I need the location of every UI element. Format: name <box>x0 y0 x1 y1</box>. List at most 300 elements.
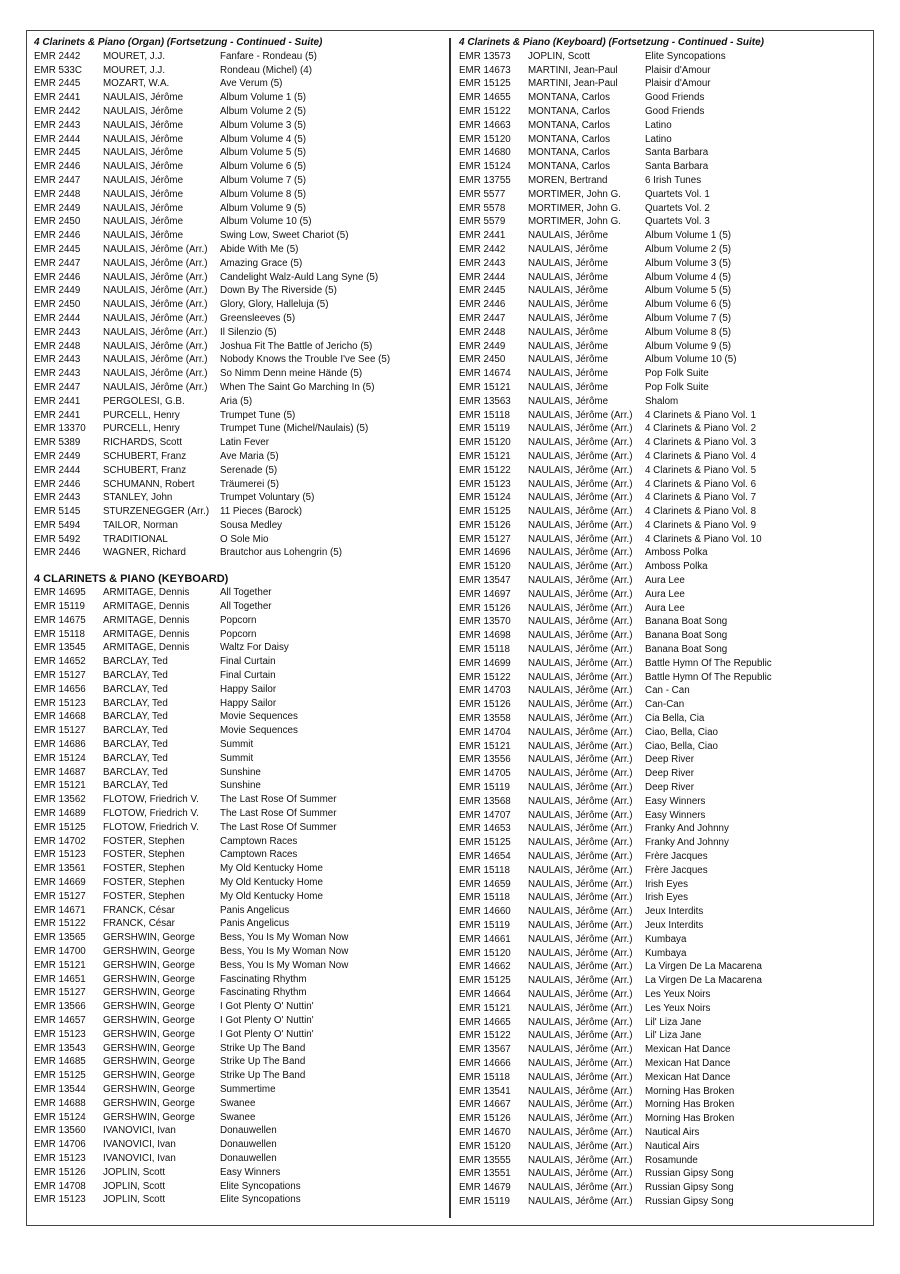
catalog-entry <box>459 1112 869 1126</box>
catalog-number: EMR 14669 <box>34 877 86 889</box>
catalog-number: EMR 15123 <box>459 478 511 490</box>
catalog-number: EMR 14667 <box>459 1099 511 1111</box>
composer-name: WAGNER, Richard <box>103 547 186 559</box>
composer-name: BARCLAY, Ted <box>103 683 168 695</box>
catalog-number: EMR 14687 <box>34 766 86 778</box>
catalog-number: EMR 15123 <box>34 697 86 709</box>
catalog-entry <box>34 1055 444 1069</box>
catalog-entry <box>459 753 869 767</box>
work-title: All Together <box>220 587 272 599</box>
catalog-entry <box>459 671 869 685</box>
catalog-number: EMR 15127 <box>34 987 86 999</box>
composer-name: NAULAIS, Jérôme (Arr.) <box>528 409 633 421</box>
work-title: Franky And Johnny <box>645 823 729 835</box>
catalog-entry <box>34 807 444 821</box>
catalog-number: EMR 2446 <box>34 547 81 559</box>
composer-name: NAULAIS, Jérôme <box>528 230 609 242</box>
catalog-entry <box>459 822 869 836</box>
catalog-number: EMR 15122 <box>459 464 511 476</box>
composer-name: NAULAIS, Jérôme (Arr.) <box>528 892 633 904</box>
composer-name: FLOTOW, Friedrich V. <box>103 794 199 806</box>
catalog-number: EMR 2447 <box>34 174 81 186</box>
catalog-entry <box>34 188 444 202</box>
composer-name: NAULAIS, Jérôme (Arr.) <box>528 1057 633 1069</box>
composer-name: NAULAIS, Jérôme (Arr.) <box>528 1085 633 1097</box>
work-title: Il Silenzio (5) <box>220 326 277 338</box>
work-title: Waltz For Daisy <box>220 642 289 654</box>
work-title: Trumpet Voluntary (5) <box>220 492 315 504</box>
composer-name: TAILOR, Norman <box>103 519 178 531</box>
work-title: Album Volume 10 (5) <box>220 216 312 228</box>
catalog-entry <box>34 215 444 229</box>
composer-name: TRADITIONAL <box>103 533 168 545</box>
catalog-number: EMR 5494 <box>34 519 81 531</box>
catalog-entry <box>459 284 869 298</box>
catalog-entry <box>34 1193 444 1207</box>
catalog-number: EMR 15119 <box>459 920 511 931</box>
composer-name: ARMITAGE, Dennis <box>103 601 190 613</box>
catalog-number: EMR 15124 <box>34 752 86 764</box>
work-title: Donauwellen <box>220 1125 277 1137</box>
composer-name: NAULAIS, Jérôme (Arr.) <box>528 795 633 807</box>
work-title: The Last Rose Of Summer <box>220 794 337 806</box>
composer-name: GERSHWIN, George <box>103 973 196 985</box>
list-organ-continued <box>34 50 444 560</box>
catalog-number: EMR 15118 <box>459 409 511 421</box>
catalog-number: EMR 15125 <box>459 78 511 90</box>
catalog-entry <box>34 1138 444 1152</box>
work-title: Ciao, Bella, Ciao <box>645 740 718 752</box>
catalog-entry <box>34 835 444 849</box>
composer-name: MONTANA, Carlos <box>528 161 611 173</box>
work-title: Album Volume 8 (5) <box>645 326 732 338</box>
composer-name: NAULAIS, Jérôme <box>103 161 184 173</box>
composer-name: MONTANA, Carlos <box>528 133 611 145</box>
catalog-entry <box>34 600 444 614</box>
catalog-entry <box>459 988 869 1002</box>
catalog-entry <box>459 450 869 464</box>
catalog-entry <box>34 724 444 738</box>
catalog-entry <box>34 655 444 669</box>
work-title: Panis Angelicus <box>220 918 290 930</box>
catalog-number: EMR 5145 <box>34 506 81 518</box>
work-title: Fanfare - Rondeau (5) <box>220 50 317 62</box>
work-title: 11 Pieces (Barock) <box>220 506 303 518</box>
catalog-number: EMR 2444 <box>34 133 81 145</box>
catalog-entry <box>459 767 869 781</box>
catalog-number: EMR 14698 <box>459 630 511 642</box>
composer-name: FOSTER, Stephen <box>103 890 185 902</box>
composer-name: NAULAIS, Jérôme (Arr.) <box>103 271 208 283</box>
catalog-number: EMR 533C <box>34 64 82 76</box>
catalog-number: EMR 2448 <box>34 188 81 200</box>
composer-name: GERSHWIN, George <box>103 1056 196 1068</box>
catalog-entry <box>34 519 444 533</box>
work-title: 4 Clarinets & Piano Vol. 3 <box>645 437 757 449</box>
catalog-entry <box>34 422 444 436</box>
catalog-number: EMR 15125 <box>459 975 511 987</box>
composer-name: NAULAIS, Jérôme (Arr.) <box>528 657 633 669</box>
catalog-number: EMR 14657 <box>34 1014 86 1026</box>
work-title: Summit <box>220 752 254 764</box>
catalog-number: EMR 14660 <box>459 906 511 918</box>
catalog-number: EMR 15122 <box>459 105 511 117</box>
catalog-entry <box>34 710 444 724</box>
catalog-number: EMR 14679 <box>459 1182 511 1194</box>
catalog-number: EMR 2443 <box>459 257 506 269</box>
catalog-entry <box>459 1181 869 1195</box>
catalog-entry <box>459 1195 869 1209</box>
catalog-number: EMR 14696 <box>459 547 511 559</box>
work-title: O Sole Mio <box>220 533 269 545</box>
composer-name: NAULAIS, Jérôme (Arr.) <box>528 920 633 931</box>
catalog-entry <box>459 105 869 119</box>
catalog-entry <box>34 353 444 367</box>
catalog-number: EMR 13565 <box>34 932 86 944</box>
composer-name: NAULAIS, Jérôme (Arr.) <box>528 547 633 559</box>
catalog-number: EMR 2450 <box>459 354 506 366</box>
catalog-number: EMR 15118 <box>459 864 511 876</box>
composer-name: NAULAIS, Jérôme (Arr.) <box>528 768 633 780</box>
work-title: Les Yeux Noirs <box>645 988 711 1000</box>
catalog-entry <box>34 586 444 600</box>
composer-name: NAULAIS, Jérôme (Arr.) <box>528 616 633 628</box>
work-title: Album Volume 9 (5) <box>645 340 732 352</box>
catalog-number: EMR 2447 <box>34 257 81 269</box>
catalog-number: EMR 2442 <box>34 50 81 62</box>
catalog-entry <box>459 409 869 423</box>
work-title: 4 Clarinets & Piano Vol. 7 <box>645 492 757 504</box>
right-column <box>459 36 869 1209</box>
work-title: Rondeau (Michel) (4) <box>220 64 313 76</box>
composer-name: NAULAIS, Jérôme <box>103 119 184 131</box>
catalog-number: EMR 15126 <box>459 519 511 531</box>
composer-name: FRANCK, César <box>103 918 175 930</box>
catalog-entry <box>459 850 869 864</box>
catalog-entry <box>34 367 444 381</box>
work-title: Battle Hymn Of The Republic <box>645 657 772 669</box>
work-title: Can-Can <box>645 699 685 711</box>
catalog-number: EMR 15121 <box>34 780 86 792</box>
catalog-entry <box>34 174 444 188</box>
catalog-number: EMR 13568 <box>459 795 511 807</box>
composer-name: NAULAIS, Jérôme <box>103 174 184 186</box>
catalog-number: EMR 14659 <box>459 878 511 890</box>
work-title: Album Volume 6 (5) <box>645 299 732 311</box>
composer-name: NAULAIS, Jérôme <box>528 299 609 311</box>
composer-name: BARCLAY, Ted <box>103 752 168 764</box>
work-title: 6 Irish Tunes <box>645 174 702 186</box>
work-title: Jeux Interdits <box>645 920 704 931</box>
catalog-number: EMR 15120 <box>459 437 511 449</box>
catalog-number: EMR 2441 <box>34 409 81 421</box>
work-title: Album Volume 1 (5) <box>645 230 732 242</box>
catalog-number: EMR 14654 <box>459 851 511 863</box>
composer-name: NAULAIS, Jérôme (Arr.) <box>528 492 633 504</box>
work-title: 4 Clarinets & Piano Vol. 1 <box>645 409 757 421</box>
composer-name: FRANCK, César <box>103 904 175 916</box>
composer-name: BARCLAY, Ted <box>103 656 168 668</box>
composer-name: JOPLIN, Scott <box>103 1180 166 1192</box>
catalog-entry <box>459 1071 869 1085</box>
catalog-entry <box>34 904 444 918</box>
composer-name: NAULAIS, Jérôme <box>103 147 184 159</box>
work-title: Album Volume 3 (5) <box>645 257 732 269</box>
work-title: La Virgen De La Macarena <box>645 961 762 973</box>
composer-name: NAULAIS, Jérôme (Arr.) <box>528 837 633 849</box>
catalog-entry <box>34 848 444 862</box>
catalog-entry <box>459 202 869 216</box>
catalog-number: EMR 15118 <box>34 628 86 640</box>
work-title: Elite Syncopations <box>645 50 726 62</box>
catalog-number: EMR 15127 <box>34 670 86 682</box>
work-title: Summertime <box>220 1083 276 1095</box>
catalog-number: EMR 13562 <box>34 794 86 806</box>
catalog-number: EMR 2450 <box>34 299 81 311</box>
catalog-entry <box>459 947 869 961</box>
catalog-entry <box>459 188 869 202</box>
work-title: Album Volume 7 (5) <box>645 312 732 324</box>
work-title: Pop Folk Suite <box>645 368 709 380</box>
composer-name: GERSHWIN, George <box>103 1042 196 1054</box>
catalog-entry <box>34 1111 444 1125</box>
composer-name: NAULAIS, Jérôme <box>528 368 609 380</box>
composer-name: NAULAIS, Jérôme (Arr.) <box>528 1071 633 1083</box>
catalog-number: EMR 13563 <box>459 395 511 407</box>
composer-name: NAULAIS, Jérôme (Arr.) <box>528 699 633 711</box>
composer-name: GERSHWIN, George <box>103 1001 196 1013</box>
catalog-number: EMR 14665 <box>459 1016 511 1028</box>
catalog-entry <box>34 133 444 147</box>
catalog-entry <box>34 766 444 780</box>
work-title: Down By The Riverside (5) <box>220 285 337 297</box>
catalog-number: EMR 2449 <box>459 340 506 352</box>
catalog-entry <box>34 1069 444 1083</box>
work-title: Russian Gipsy Song <box>645 1182 734 1194</box>
composer-name: NAULAIS, Jérôme (Arr.) <box>103 381 208 393</box>
catalog-number: EMR 15125 <box>459 837 511 849</box>
composer-name: MORTIMER, John G. <box>528 216 621 228</box>
composer-name: NAULAIS, Jérôme (Arr.) <box>528 1195 633 1207</box>
catalog-entry <box>459 312 869 326</box>
composer-name: NAULAIS, Jérôme (Arr.) <box>528 437 633 449</box>
composer-name: MORTIMER, John G. <box>528 188 621 200</box>
catalog-entry <box>34 243 444 257</box>
catalog-entry <box>459 974 869 988</box>
catalog-number: EMR 14670 <box>459 1126 511 1138</box>
catalog-entry <box>459 229 869 243</box>
catalog-number: EMR 2446 <box>34 478 81 490</box>
composer-name: NAULAIS, Jérôme <box>528 381 609 393</box>
catalog-entry <box>34 821 444 835</box>
catalog-number: EMR 13545 <box>34 642 86 654</box>
catalog-number: EMR 14699 <box>459 657 511 669</box>
work-title: Aura Lee <box>645 588 685 600</box>
catalog-entry <box>459 919 869 933</box>
catalog-number: EMR 15123 <box>34 1194 86 1206</box>
composer-name: NAULAIS, Jérôme (Arr.) <box>103 299 208 311</box>
composer-name: NAULAIS, Jérôme (Arr.) <box>528 754 633 766</box>
work-title: Morning Has Broken <box>645 1113 735 1125</box>
catalog-entry <box>34 973 444 987</box>
composer-name: NAULAIS, Jérôme (Arr.) <box>528 906 633 918</box>
catalog-number: EMR 14695 <box>34 587 86 599</box>
catalog-entry <box>459 491 869 505</box>
work-title: Easy Winners <box>645 809 706 821</box>
catalog-number: EMR 2449 <box>34 202 81 214</box>
catalog-entry <box>34 491 444 505</box>
work-title: Camptown Races <box>220 849 298 861</box>
composer-name: NAULAIS, Jérôme <box>103 188 184 200</box>
composer-name: NAULAIS, Jérôme (Arr.) <box>528 1126 633 1138</box>
composer-name: NAULAIS, Jérôme (Arr.) <box>528 1030 633 1042</box>
composer-name: MOREN, Bertrand <box>528 174 608 186</box>
catalog-entry <box>459 905 869 919</box>
catalog-number: EMR 14671 <box>34 904 86 916</box>
catalog-entry <box>34 628 444 642</box>
catalog-number: EMR 15118 <box>459 892 511 904</box>
catalog-entry <box>34 271 444 285</box>
composer-name: NAULAIS, Jérôme <box>528 271 609 283</box>
catalog-entry <box>34 1000 444 1014</box>
work-title: My Old Kentucky Home <box>220 863 323 875</box>
catalog-number: EMR 13543 <box>34 1042 86 1054</box>
catalog-number: EMR 13558 <box>459 713 511 725</box>
catalog-entry <box>459 1140 869 1154</box>
catalog-number: EMR 15126 <box>459 699 511 711</box>
work-title: Elite Syncopations <box>220 1180 301 1192</box>
composer-name: PURCELL, Henry <box>103 423 180 435</box>
work-title: Deep River <box>645 782 695 794</box>
composer-name: NAULAIS, Jérôme <box>103 216 184 228</box>
catalog-number: EMR 2441 <box>459 230 506 242</box>
work-title: Pop Folk Suite <box>645 381 709 393</box>
composer-name: JOPLIN, Scott <box>528 50 591 62</box>
composer-name: NAULAIS, Jérôme (Arr.) <box>528 809 633 821</box>
work-title: Plaisir d'Amour <box>645 78 711 90</box>
work-title: 4 Clarinets & Piano Vol. 2 <box>645 423 757 435</box>
work-title: Summit <box>220 739 254 751</box>
work-title: Kumbaya <box>645 933 687 945</box>
catalog-entry <box>459 864 869 878</box>
work-title: Mexican Hat Dance <box>645 1044 731 1056</box>
catalog-number: EMR 14688 <box>34 1097 86 1109</box>
catalog-entry <box>34 478 444 492</box>
composer-name: SCHUMANN, Robert <box>103 478 195 490</box>
catalog-entry <box>459 257 869 271</box>
work-title: Ave Maria (5) <box>220 450 279 462</box>
composer-name: NAULAIS, Jérôme (Arr.) <box>528 602 633 614</box>
composer-name: NAULAIS, Jérôme (Arr.) <box>528 947 633 959</box>
catalog-number: EMR 2446 <box>34 161 81 173</box>
catalog-entry <box>459 1016 869 1030</box>
work-title: Les Yeux Noirs <box>645 1002 711 1014</box>
catalog-number: EMR 2449 <box>34 285 81 297</box>
composer-name: GERSHWIN, George <box>103 959 196 971</box>
work-title: Sunshine <box>220 780 261 792</box>
work-title: Nobody Knows the Trouble I've See (5) <box>220 354 391 366</box>
catalog-number: EMR 2450 <box>34 216 81 228</box>
left-column <box>34 36 444 1207</box>
composer-name: GERSHWIN, George <box>103 1070 196 1082</box>
catalog-entry <box>459 560 869 574</box>
catalog-number: EMR 2444 <box>34 464 81 476</box>
work-title: Cia Bella, Cia <box>645 713 705 725</box>
work-title: Frère Jacques <box>645 851 708 863</box>
catalog-number: EMR 2443 <box>34 354 81 366</box>
catalog-entry <box>459 1126 869 1140</box>
composer-name: NAULAIS, Jérôme (Arr.) <box>103 257 208 269</box>
composer-name: NAULAIS, Jérôme (Arr.) <box>528 1099 633 1111</box>
composer-name: NAULAIS, Jérôme <box>528 354 609 366</box>
catalog-entry <box>459 533 869 547</box>
catalog-number: EMR 2447 <box>34 381 81 393</box>
catalog-entry <box>459 698 869 712</box>
composer-name: NAULAIS, Jérôme (Arr.) <box>103 312 208 324</box>
catalog-number: EMR 2448 <box>459 326 506 338</box>
list-keyboard <box>34 586 444 1207</box>
composer-name: NAULAIS, Jérôme (Arr.) <box>528 933 633 945</box>
catalog-entry <box>459 657 869 671</box>
catalog-entry <box>34 395 444 409</box>
catalog-number: EMR 15119 <box>459 423 511 435</box>
catalog-entry <box>459 1043 869 1057</box>
section-title-organ-continued: 4 Clarinets & Piano (Organ) (Fortsetzung - Continued - Suite) <box>34 37 323 48</box>
catalog-number: EMR 5579 <box>459 216 506 228</box>
catalog-entry <box>34 1180 444 1194</box>
work-title: Album Volume 8 (5) <box>220 188 307 200</box>
work-title: Shalom <box>645 395 679 407</box>
catalog-number: EMR 14707 <box>459 809 511 821</box>
catalog-entry <box>459 77 869 91</box>
work-title: Jeux Interdits <box>645 906 704 918</box>
catalog-entry <box>459 546 869 560</box>
catalog-number: EMR 15119 <box>459 1195 511 1207</box>
catalog-number: EMR 14689 <box>34 808 86 820</box>
catalog-number: EMR 15120 <box>459 947 511 959</box>
section-title-keyboard: 4 CLARINETS & PIANO (KEYBOARD) <box>34 573 229 586</box>
catalog-number: EMR 13370 <box>34 423 86 435</box>
work-title: The Last Rose Of Summer <box>220 821 337 833</box>
composer-name: MOURET, J.J. <box>103 50 166 62</box>
composer-name: ARMITAGE, Dennis <box>103 587 190 599</box>
composer-name: FOSTER, Stephen <box>103 835 185 847</box>
catalog-number: EMR 2441 <box>34 92 81 104</box>
composer-name: ARMITAGE, Dennis <box>103 642 190 654</box>
catalog-number: EMR 13570 <box>459 616 511 628</box>
catalog-entry <box>34 614 444 628</box>
composer-name: NAULAIS, Jérôme (Arr.) <box>528 1182 633 1194</box>
catalog-number: EMR 13547 <box>459 575 511 587</box>
catalog-number: EMR 14651 <box>34 973 86 985</box>
composer-name: NAULAIS, Jérôme (Arr.) <box>528 478 633 490</box>
catalog-number: EMR 2442 <box>459 243 506 255</box>
composer-name: SCHUBERT, Franz <box>103 464 187 476</box>
catalog-entry <box>459 64 869 78</box>
catalog-number: EMR 2445 <box>34 243 81 255</box>
work-title: Plaisir d'Amour <box>645 64 711 76</box>
composer-name: NAULAIS, Jérôme (Arr.) <box>103 340 208 352</box>
work-title: 4 Clarinets & Piano Vol. 5 <box>645 464 757 476</box>
catalog-entry <box>34 697 444 711</box>
catalog-number: EMR 5577 <box>459 188 506 200</box>
catalog-entry <box>34 326 444 340</box>
composer-name: FLOTOW, Friedrich V. <box>103 821 199 833</box>
catalog-entry <box>459 119 869 133</box>
work-title: Quartets Vol. 2 <box>645 202 710 214</box>
catalog-entry <box>34 105 444 119</box>
catalog-number: EMR 2446 <box>34 271 81 283</box>
